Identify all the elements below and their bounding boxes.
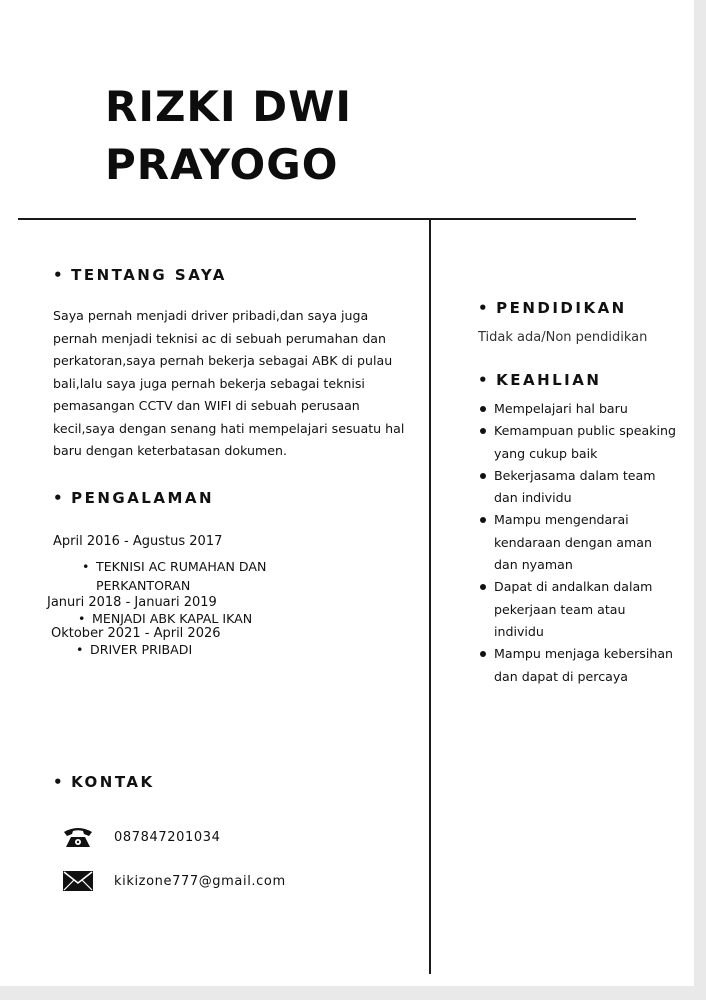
contact-email[interactable]: kikizone777@gmail.com — [114, 873, 286, 889]
education-heading: • PENDIDIKAN — [478, 299, 627, 317]
experience-period-1: April 2016 - Agustus 2017 — [53, 534, 223, 549]
skills-list — [478, 398, 678, 688]
contact-email-row — [62, 869, 286, 893]
experience-role-2: • MENJADI ABK KAPAL IKAN — [78, 611, 253, 626]
experience-heading: • PENGALAMAN — [53, 489, 215, 507]
skill-item: Mampu menjaga kebersihan dan dapat di percaya — [478, 643, 678, 688]
skill-item: Mempelajari hal baru — [478, 398, 678, 420]
experience-role-3: • DRIVER PRIBADI — [76, 642, 193, 657]
phone-icon — [62, 825, 94, 849]
skills-title: KEAHLIAN — [496, 371, 602, 389]
contact-phone[interactable]: 087847201034 — [114, 829, 221, 845]
header-divider — [18, 218, 636, 220]
experience-role-3-line-1: DRIVER PRIBADI — [90, 642, 193, 657]
about-text: Saya pernah menjadi driver pribadi,dan saya juga pernah menjadi teknisi ac di sebuah perumahan dan perkatoran,saya pernah bekerja sebagai ABK di pulau bali,lalu saya juga pernah bekerja sebagai teknisi pemasangan CCTV dan WIFI di sebuah perusaan kecil,saya dengan senang hati mempelajari sesuatu hal baru dengan keterbatasan dokumen. — [53, 308, 405, 458]
skill-item: Kemampuan public speaking yang cukup baik — [478, 420, 678, 465]
about-title: TENTANG SAYA — [71, 266, 227, 284]
skill-item: Bekerjasama dalam team dan individu — [478, 465, 678, 510]
contact-phone-row — [62, 825, 220, 849]
about-heading: • TENTANG SAYA — [53, 266, 227, 284]
skill-item: Dapat di andalkan dalam pekerjaan team atau individu — [478, 576, 678, 643]
experience-period-3: Oktober 2021 - April 2026 — [51, 626, 221, 641]
experience-title: PENGALAMAN — [71, 489, 215, 507]
experience-role-1-line-1: TEKNISI AC RUMAHAN DAN — [96, 559, 267, 574]
experience-period-2: Januri 2018 - Januari 2019 — [47, 595, 217, 610]
name-line-2: PRAYOGO — [105, 140, 339, 189]
experience-role-1-line-2: PERKANTORAN — [96, 578, 191, 593]
experience-role-2-line-1: MENJADI ABK KAPAL IKAN — [92, 611, 253, 626]
education-title: PENDIDIKAN — [496, 299, 627, 317]
experience-role-1: • TEKNISI AC RUMAHAN DAN — [82, 559, 267, 574]
full-name — [105, 78, 352, 194]
education-text: Tidak ada/Non pendidikan — [478, 330, 648, 345]
contact-heading: • KONTAK — [53, 773, 155, 791]
skills-heading: • KEAHLIAN — [478, 371, 602, 389]
column-divider — [429, 219, 431, 974]
skill-item: Mampu mengendarai kendaraan dengan aman dan nyaman — [478, 509, 678, 576]
envelope-icon — [62, 869, 94, 893]
contact-title: KONTAK — [71, 773, 155, 791]
name-line-1: RIZKI DWI — [105, 82, 353, 131]
